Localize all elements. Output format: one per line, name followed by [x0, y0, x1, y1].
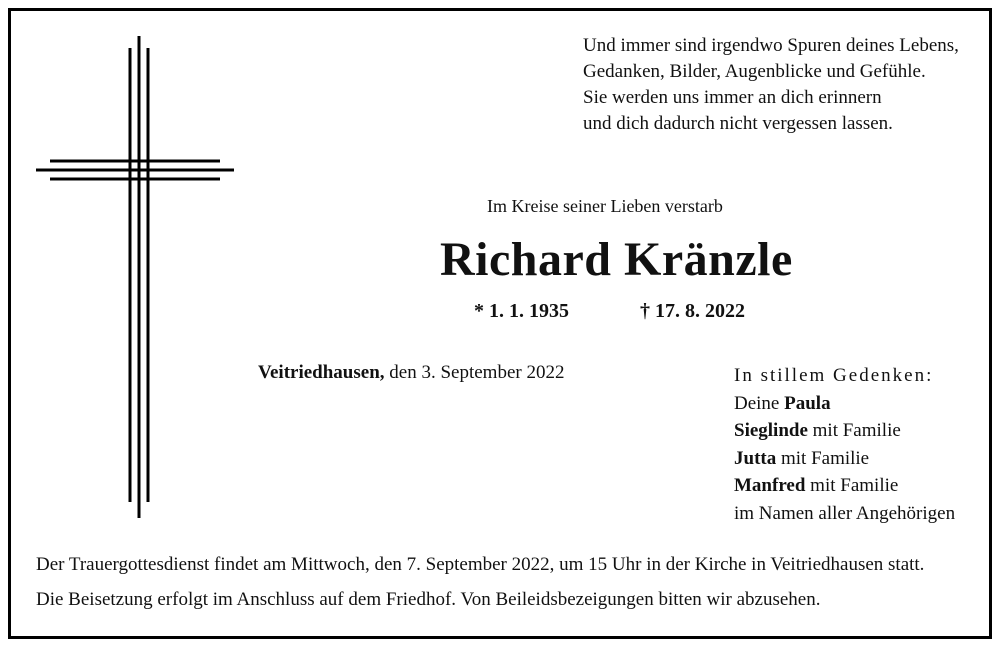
- poem-line: Und immer sind irgendwo Spuren deines Lebens,: [583, 35, 959, 56]
- mourner-row: [734, 390, 955, 418]
- mourners-heading: In stillem Gedenken:: [734, 365, 934, 386]
- death-date: † 17. 8. 2022: [640, 300, 745, 322]
- place-date: [258, 362, 564, 384]
- poem: [583, 33, 959, 137]
- mourner-name: Manfred: [734, 475, 806, 496]
- birth-date: * 1. 1. 1935: [474, 300, 569, 322]
- mourner-suffix: mit Familie: [807, 420, 901, 441]
- cross-icon: [30, 30, 240, 520]
- place-name: Veitriedhausen,: [258, 362, 385, 383]
- mourner-name: Sieglinde: [734, 420, 808, 441]
- burial-notice: Die Beisetzung erfolgt im Anschluss auf dem Friedhof. Von Beileidsbezeigungen bitten wir abzusehen.: [36, 589, 821, 610]
- mourner-row: [734, 472, 955, 500]
- deceased-name: Richard Kränzle: [440, 233, 793, 286]
- mourner-name: Jutta: [734, 447, 777, 469]
- mourner-row: [734, 417, 955, 445]
- poem-line: Sie werden uns immer an dich erinnern: [583, 87, 882, 108]
- mourner-suffix: mit Familie: [776, 447, 870, 469]
- date-text: den 3. September 2022: [384, 362, 565, 383]
- mourner-row: [734, 445, 955, 473]
- mourners-block: [734, 362, 955, 527]
- intro-text: Im Kreise seiner Lieben verstarb: [487, 196, 723, 216]
- mourner-suffix: mit Familie: [805, 475, 899, 496]
- poem-line: und dich dadurch nicht vergessen lassen.: [583, 113, 893, 134]
- mourners-closing: im Namen aller Angehörigen: [734, 502, 956, 524]
- service-notice: Der Trauergottesdienst findet am Mittwoch, den 7. September 2022, um 15 Uhr in der Kirche in Veitriedhausen statt.: [36, 554, 925, 575]
- mourner-name: Paula: [784, 392, 831, 414]
- poem-line: Gedanken, Bilder, Augenblicke und Gefühle.: [583, 61, 926, 82]
- mourner-prefix: Deine: [734, 392, 785, 414]
